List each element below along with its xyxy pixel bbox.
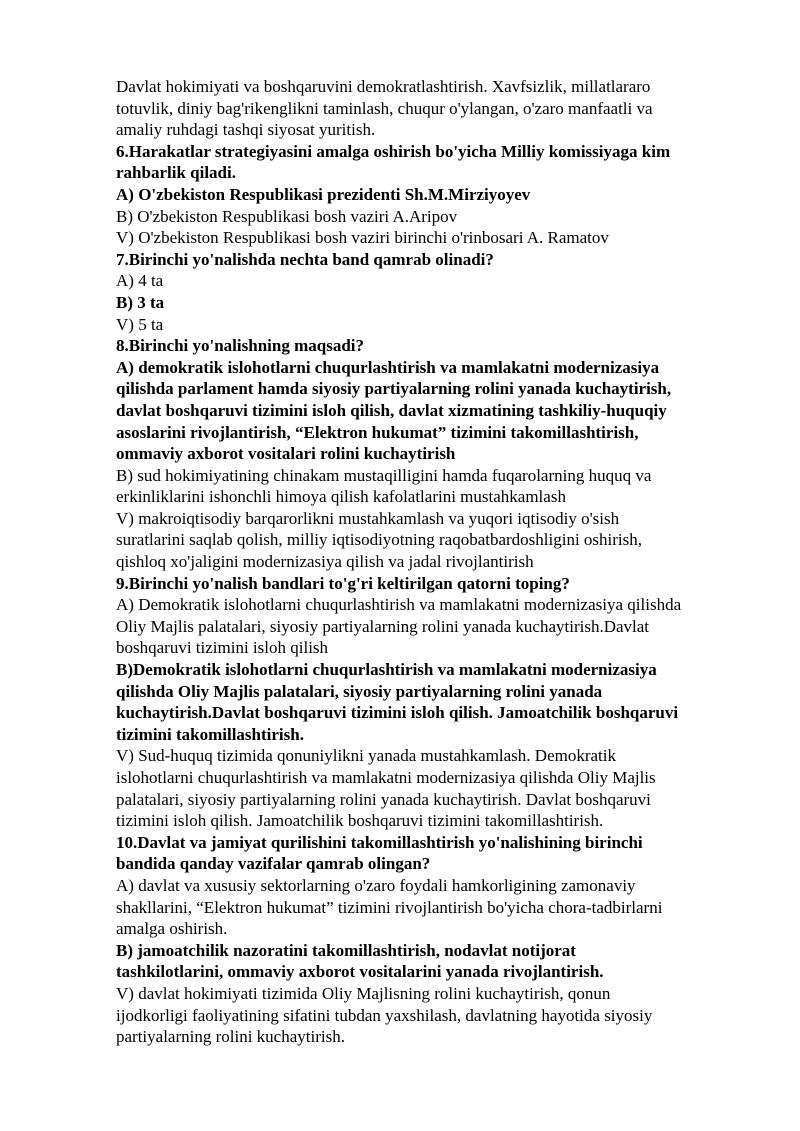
text-line: tashkilotlarini, ommaviy axborot vositalarini yanada rivojlantirish. xyxy=(116,962,604,982)
text-line: qilishda parlament hamda siyosiy partiyalarning rolini yanada kuchaytirish, xyxy=(116,379,672,399)
text-line: V) makroiqtisodiy barqarorlikni mustahkamlash va yuqori iqtisodiy o'sish xyxy=(116,508,620,528)
text-line: V) O'zbekiston Respublikasi bosh vaziri birinchi o'rinbosari A. Ramatov xyxy=(116,228,609,248)
text-line: partiyalarning rolini kuchaytirish. xyxy=(116,1027,345,1047)
text-line: qilishda Oliy Majlis palatalari, siyosiy partiyalarning rolini yanada xyxy=(116,681,603,701)
text-line: totuvlik, diniy bag'rikenglikni taminlash, chuqur o'ylangan, o'zaro manfaatli va xyxy=(116,98,653,118)
text-line: A) Demokratik islohotlarni chuqurlashtirish va mamlakatni modernizasiya qilishda xyxy=(116,595,682,615)
text-line: davlat boshqaruvi tizimini isloh qilish, davlat xizmatining tashkiliy-huquqiy xyxy=(116,400,667,420)
text-line: 10.Davlat va jamiyat qurilishini takomillashtirish yo'nalishining birinchi xyxy=(116,832,643,852)
text-line: V) Sud-huquq tizimida qonuniylikni yanada mustahkamlash. Demokratik xyxy=(116,746,616,766)
text-line: amaliy ruhdagi tashqi siyosat yuritish. xyxy=(116,120,376,140)
text-line: qishloq xo'jaligini modernizasiya qilish va jadal rivojlantirish xyxy=(116,552,534,572)
text-line: kuchaytirish.Davlat boshqaruvi tizimini isloh qilish. Jamoatchilik boshqaruvi xyxy=(116,703,679,723)
text-line: B) O'zbekiston Respublikasi bosh vaziri A.Aripov xyxy=(116,206,458,226)
text-line: erkinliklarini ishonchli himoya qilish kafolatlarini mustahkamlash xyxy=(116,487,566,507)
text-line: tizimini isloh qilish. Jamoatchilik boshqaruvi tizimini takomillashtirish. xyxy=(116,811,604,831)
text-line: 7.Birinchi yo'nalishda nechta band qamrab olinadi? xyxy=(116,249,494,269)
text-line: 8.Birinchi yo'nalishning maqsadi? xyxy=(116,336,364,356)
text-line: ijodkorligi faoliyatining sifatini tubdan yaxshilash, davlatning hayotida siyosiy xyxy=(116,1005,653,1025)
text-line: 6.Harakatlar strategiyasini amalga oshirish bo'yicha Milliy komissiyaga kim xyxy=(116,141,671,161)
text-line: rahbarlik qiladi. xyxy=(116,163,236,183)
text-line: B) sud hokimiyatining chinakam mustaqilligini hamda fuqarolarning huquq va xyxy=(116,465,652,485)
text-line: amalga oshirish. xyxy=(116,919,228,939)
text-line: B) 3 ta xyxy=(116,292,165,312)
text-line: shakllarini, “Elektron hukumat” tizimini rivojlantirish bo'yicha chora-tadbirlarni xyxy=(116,897,663,917)
text-line: A) O'zbekiston Respublikasi prezidenti Sh.M.Mirziyoyev xyxy=(116,184,531,204)
text-line: ommaviy axborot vositalari rolini kuchaytirish xyxy=(116,444,456,464)
text-line: Davlat hokimiyati va boshqaruvini demokratlashtirish. Xavfsizlik, millatlararo xyxy=(116,77,651,96)
text-line: B) jamoatchilik nazoratini takomillashtirish, nodavlat notijorat xyxy=(116,940,576,960)
text-line: boshqaruvi tizimini isloh qilish xyxy=(116,638,329,658)
text-line: V) 5 ta xyxy=(116,314,164,334)
text-line: V) davlat hokimiyati tizimida Oliy Majlisning rolini kuchaytirish, qonun xyxy=(116,983,611,1003)
text-line: suratlarini saqlab qolish, milliy iqtisodiyotning raqobatbardoshligini oshirish, xyxy=(116,530,643,550)
text-line: bandida qanday vazifalar qamrab olingan? xyxy=(116,854,431,874)
text-line: Oliy Majlis palatalari, siyosiy partiyalarning rolini yanada kuchaytirish.Davlat xyxy=(116,616,650,636)
text-line: B)Demokratik islohotlarni chuqurlashtirish va mamlakatni modernizasiya xyxy=(116,660,657,680)
text-line: A) 4 ta xyxy=(116,271,164,291)
text-line: A) demokratik islohotlarni chuqurlashtirish va mamlakatni modernizasiya xyxy=(116,357,660,377)
text-line: islohotlarni chuqurlashtirish va mamlakatni modernizasiya qilishda Oliy Majlis xyxy=(116,768,656,787)
text-line: 9.Birinchi yo'nalish bandlari to'g'ri keltirilgan qatorni toping? xyxy=(116,573,570,593)
text-line: palatalari, siyosiy partiyalarning rolini yanada kuchaytirish. Davlat boshqaruvi xyxy=(116,789,651,809)
text-line: A) davlat va xususiy sektorlarning o'zaro foydali hamkorligining zamonaviy xyxy=(116,875,636,895)
document-page xyxy=(116,76,756,1048)
text-line: asoslarini rivojlantirish, “Elektron hukumat” tizimini takomillashtirish, xyxy=(116,422,639,442)
text-line: tizimini takomillashtirish. xyxy=(116,724,304,744)
